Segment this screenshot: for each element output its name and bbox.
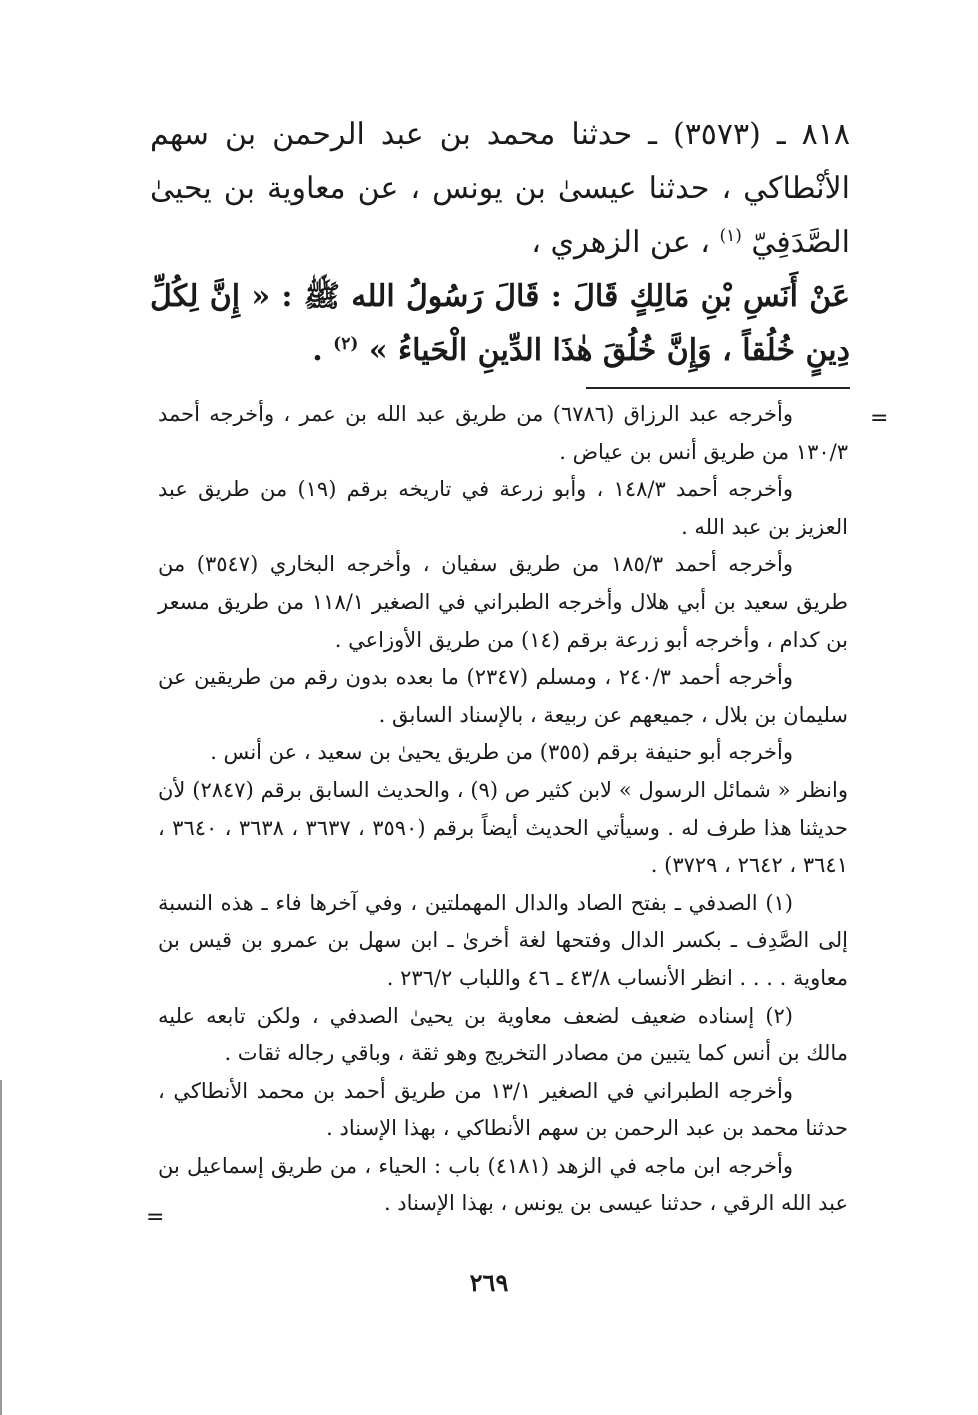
hadith-header-tail: ، عن الزهري ، — [531, 225, 710, 260]
footnote-2-ibn-majah: وأخرجه ابن ماجه في الزهد (٤١٨١) باب : الحياء ، من طريق إسماعيل بن عبد الله الرقي ، حدثنا عيسى بن يونس ، بهذا الإسناد . — [158, 1153, 848, 1216]
continues-on-mark: = — [146, 1205, 165, 1230]
footnote-separator — [586, 387, 850, 389]
footnote-paragraph: وأخرجه أحمد ١٨٥/٣ من طريق سفيان ، وأخرجه البخاري (٣٥٤٧) من طريق سعيد بن أبي هلال وأخرجه الطبراني في الصغير ١١٨/١ من طريق مسعر بن كدام ، وأخرجه أبو زرعة برقم (١٤) من طريق الأوزاعي . — [158, 552, 848, 652]
hadith-header: ٨١٨ ـ (٣٥٧٣) ـ حدثنا محمد بن عبد الرحمن بن سهم الأنْطاكي ، حدثنا عيسىٰ بن يونس ، عن معاوية بن يحيىٰ الصَّدَفِيّ — [150, 117, 850, 260]
footnote-see-also: وانظر « شمائل الرسول » لابن كثير ص (٩) ، والحديث السابق برقم (٢٨٤٧) لأن حديثنا هذا طرف له . وسيأتي الحديث أيضاً برقم (٣٥٩٠ ، ٣٦٣٧ ، ٣٦٣٨ ، ٣٦٤٠ ، ٣٦٤١ ، ٢٦٤٢ ، ٣٧٢٩) . — [158, 777, 849, 878]
footnotes-block — [158, 396, 848, 1223]
footnote-paragraph: وأخرجه أبو حنيفة برقم (٣٥٥) من طريق يحيىٰ بن سعيد ، عن أنس . — [210, 740, 793, 765]
footnote-paragraph: وأخرجه أحمد ٢٤٠/٣ ، ومسلم (٢٣٤٧) ما بعده بدون رقم من طريقين عن سليمان بن بلال ، جميعهم عن ربيعة ، بالإسناد السابق . — [158, 665, 848, 727]
footnote-ref-2: (٢) — [333, 334, 359, 354]
footnote-paragraph: وأخرجه أحمد ١٤٨/٣ ، وأبو زرعة في تاريخه برقم (١٩) من طريق عبد العزيز بن عبد الله . — [158, 477, 848, 539]
continued-from-mark: = — [870, 406, 889, 431]
footnote-2: (٢) إسناده ضعيف لضعف معاوية بن يحيىٰ الصدفي ، ولكن تابعه عليه مالك بن أنس كما يتبين من مصادر التخريج وهو ثقة ، وباقي رجاله ثقات . — [158, 1003, 848, 1066]
hadith-isnad — [150, 108, 850, 270]
hadith-block — [150, 108, 850, 378]
footnote-1: (١) الصدفي ـ بفتح الصاد والدال المهملتين ، وفي آخرها فاء ـ هذه النسبة إلى الصَّدِف ـ بكسر الدال وفتحها لغة أخرىٰ ـ ابن سهل بن عمرو بن قيس بن معاوية . . . . انظر الأنساب ٤٣/٨ ـ ٤٦ واللباب ٢٣٦/٢ . — [158, 890, 848, 990]
page-number: ٢٦٩ — [469, 1268, 509, 1297]
footnote-paragraph: وأخرجه عبد الرزاق (٦٧٨٦) من طريق عبد الله بن عمر ، وأخرجه أحمد ١٣٠/٣ من طريق أنس بن عياض . — [158, 402, 848, 464]
binding-edge-line — [0, 1080, 2, 1415]
hadith-end: . — [312, 333, 323, 368]
footnote-ref-1: (١) — [719, 226, 742, 246]
hadith-matn — [150, 270, 850, 378]
hadith-text: عَنْ أَنَسِ بْنِ مَالِكٍ قَالَ : قَالَ رَسُولُ الله ﷺ : « إِنَّ لِكُلِّ دِينٍ خُلُقاً ، وَإِنَّ خُلُقَ هٰذَا الدِّينِ الْحَياءُ » — [150, 279, 850, 368]
footnote-2-tabarani: وأخرجه الطبراني في الصغير ١٣/١ من طريق أحمد بن محمد الأنطاكي ، حدثنا محمد بن عبد الرحمن بن سهم الأنطاكي ، بهذا الإسناد . — [158, 1078, 848, 1141]
